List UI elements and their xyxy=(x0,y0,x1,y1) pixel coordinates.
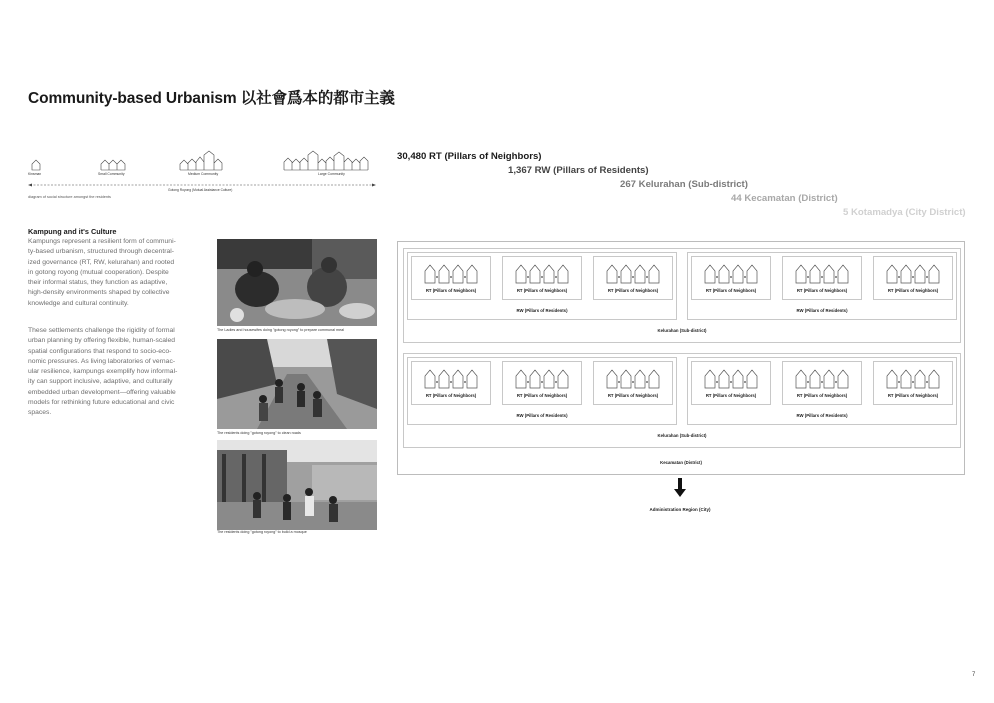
photo-caption-1: The Ladies and housewifes doing "gotong royong" to prepare communal meal xyxy=(217,328,345,332)
rt-box xyxy=(873,361,953,405)
photo-build-mosque xyxy=(217,440,377,530)
paragraph-1 xyxy=(28,237,210,309)
stat-kecamatan: 44 Kecamatan (District) xyxy=(731,193,838,204)
kelurahan-label: Kelurahan (Sub-district) xyxy=(657,433,707,438)
strip-label-kinsman: Kinsman xyxy=(28,172,42,176)
rt-box xyxy=(411,361,491,405)
paragraph-2-line: spaces. xyxy=(28,409,52,416)
rt-label: RT (Pillars of Neighbors) xyxy=(887,288,939,293)
paragraph-2-line: models for rethinking future educational and civic xyxy=(28,398,175,406)
rt-box xyxy=(411,256,491,300)
admin-region-label: Administration Region (City) xyxy=(649,507,711,512)
stat-kelurahan: 267 Kelurahan (Sub-district) xyxy=(620,179,748,190)
rt-label: RT (Pillars of Neighbors) xyxy=(887,393,939,398)
rt-box xyxy=(873,256,953,300)
paragraph-2-line: spatial configurations that respond to socio-eco- xyxy=(28,347,172,355)
stat-kotamadya: 5 Kotamadya (City District) xyxy=(843,207,966,218)
strip-label-small: Small Community xyxy=(98,172,125,176)
paragraph-1-line: ty-based urbanism, structured through decentral- xyxy=(28,248,174,256)
paragraph-2-line: These settlements challenge the rigidity of formal xyxy=(28,327,175,334)
community-houses-icon xyxy=(26,150,378,190)
kelurahan-box xyxy=(403,248,961,343)
strip-axis-label: Gotong Royong (Mutual Assistance Culture) xyxy=(168,188,233,192)
paragraph-1-line: knowledge and cultural continuity. xyxy=(28,299,129,307)
paragraph-2-line: ular resilience, kampungs exemplify how informal- xyxy=(28,368,178,375)
rw-box xyxy=(407,357,677,425)
rt-label: RT (Pillars of Neighbors) xyxy=(516,393,568,398)
strip-label-large: Large Community xyxy=(318,172,345,176)
rt-box xyxy=(593,256,673,300)
houses-icon xyxy=(795,263,851,285)
governance-hierarchy-diagram xyxy=(397,241,965,475)
rw-label: RW (Pillars of Residents) xyxy=(516,308,568,313)
rt-label: RT (Pillars of Neighbors) xyxy=(705,288,757,293)
paragraph-2-line: nomic pressures. As living laboratories of vernac- xyxy=(28,357,176,365)
rt-box xyxy=(691,256,771,300)
rt-label: RT (Pillars of Neighbors) xyxy=(425,393,477,398)
kecamatan-label: Kecamatan (District) xyxy=(660,460,702,465)
page-title: Community-based Urbanism 以社會爲本的都市主義 xyxy=(28,90,395,107)
rt-label: RT (Pillars of Neighbors) xyxy=(705,393,757,398)
kelurahan-label: Kelurahan (Sub-district) xyxy=(657,328,707,333)
social-structure-diagram xyxy=(26,150,378,206)
houses-icon xyxy=(886,263,942,285)
stat-rt: 30,480 RT (Pillars of Neighbors) xyxy=(397,151,542,162)
rw-box xyxy=(687,357,957,425)
houses-icon xyxy=(795,368,851,390)
rt-box xyxy=(782,256,862,300)
rw-label: RW (Pillars of Residents) xyxy=(796,308,848,313)
rt-box xyxy=(593,361,673,405)
rt-label: RT (Pillars of Neighbors) xyxy=(796,393,848,398)
houses-icon xyxy=(704,368,760,390)
paragraph-1-line: Kampungs represent a resilient form of communi- xyxy=(28,238,176,245)
paragraph-1-line: their informal status, they function as adaptive, xyxy=(28,279,168,286)
section-heading: Kampung and it's Culture xyxy=(28,227,117,236)
paragraph-1-line: in gotong royong (mutual cooperation). Despite xyxy=(28,268,169,276)
rw-label: RW (Pillars of Residents) xyxy=(516,413,568,418)
photo-clean-roads xyxy=(217,339,377,429)
rt-label: RT (Pillars of Neighbors) xyxy=(796,288,848,293)
rt-box xyxy=(782,361,862,405)
paragraph-2-line: embedded urban development—offering valuable xyxy=(28,388,176,396)
rt-label: RT (Pillars of Neighbors) xyxy=(425,288,477,293)
photo-caption-2: The residents doing "gotong royong" to clean roads xyxy=(217,431,301,435)
stat-rw: 1,367 RW (Pillars of Residents) xyxy=(508,165,649,176)
photo-communal-meal xyxy=(217,239,377,326)
paragraph-1-line: high-density environments shaped by collective xyxy=(28,289,170,297)
rw-label: RW (Pillars of Residents) xyxy=(796,413,848,418)
houses-icon xyxy=(424,263,480,285)
houses-icon xyxy=(515,368,571,390)
rt-box xyxy=(502,361,582,405)
page-number: 7 xyxy=(972,672,976,678)
rw-box xyxy=(687,252,957,320)
rt-label: RT (Pillars of Neighbors) xyxy=(516,288,568,293)
houses-icon xyxy=(886,368,942,390)
houses-icon xyxy=(515,263,571,285)
houses-icon xyxy=(606,368,662,390)
arrow-down-icon xyxy=(674,478,686,498)
paragraph-2-line: urban planning by offering flexible, human-scaled xyxy=(28,337,175,345)
kelurahan-box xyxy=(403,353,961,448)
photo-caption-3: The residents doing "gotong royong" to build a mosque xyxy=(217,530,307,534)
rt-box xyxy=(502,256,582,300)
strip-label-medium: Medium Community xyxy=(188,172,219,176)
houses-icon xyxy=(424,368,480,390)
paragraph-1-line: ized governance (RT, RW, kelurahan) and rooted xyxy=(28,258,175,266)
rt-box xyxy=(691,361,771,405)
houses-icon xyxy=(606,263,662,285)
strip-caption: diagram of social structure amongst the residents xyxy=(28,195,111,199)
rw-box xyxy=(407,252,677,320)
rt-label: RT (Pillars of Neighbors) xyxy=(607,288,659,293)
rt-label: RT (Pillars of Neighbors) xyxy=(607,393,659,398)
paragraph-2-line: ity can support inclusive, adaptive, and culturally xyxy=(28,378,173,386)
houses-icon xyxy=(704,263,760,285)
paragraph-2 xyxy=(28,326,210,418)
